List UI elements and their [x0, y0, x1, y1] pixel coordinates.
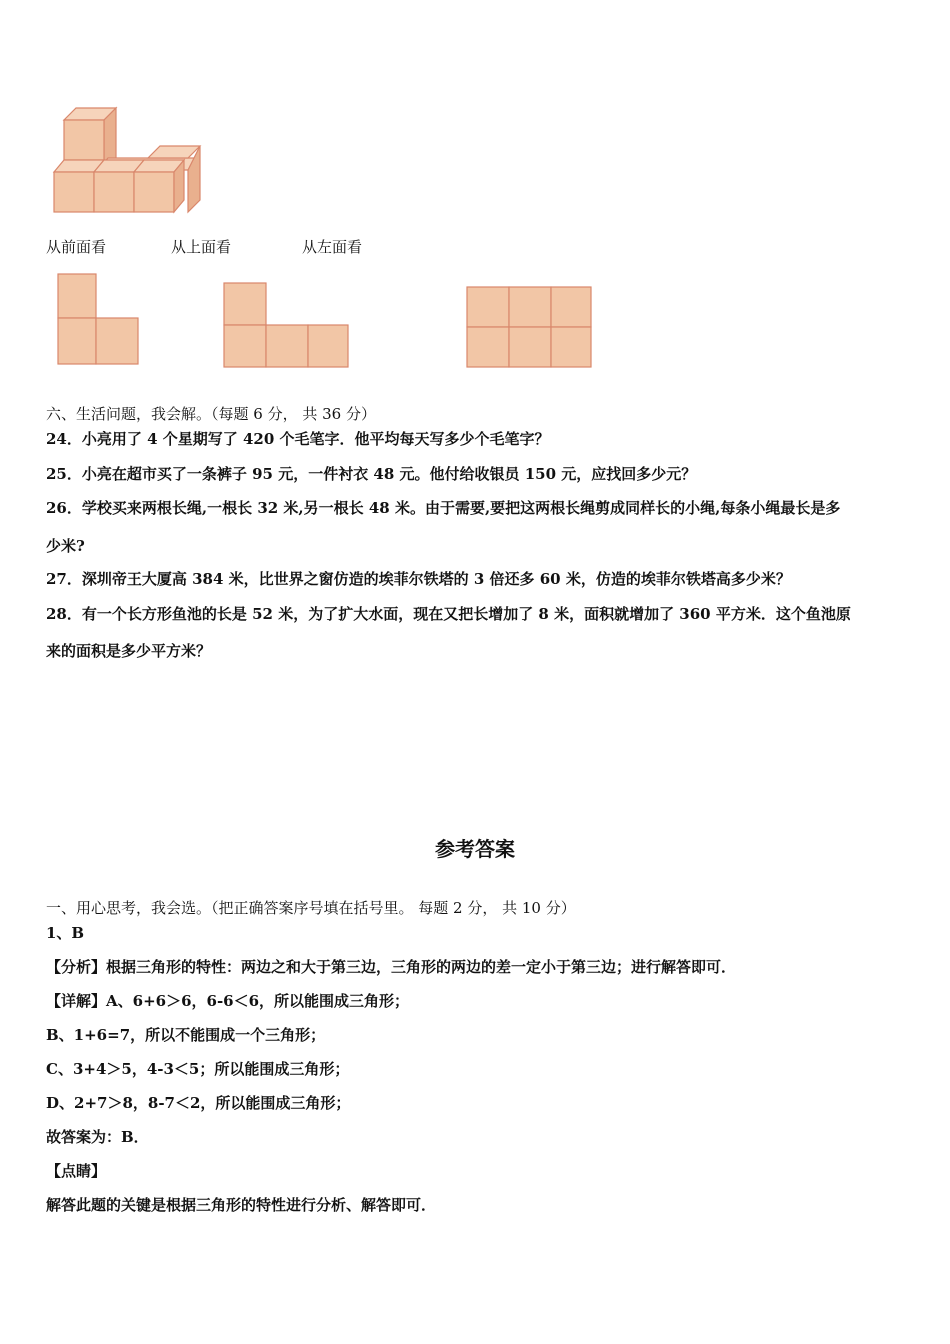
answer-detail-d: D、2+7＞8，8-7＜2，所以能围成三角形；	[46, 1094, 351, 1112]
question-27: 27．深圳帝王大厦高 384 米，比世界之窗仿造的埃菲尔铁塔的 3 倍还多 60 米，仿造的埃菲尔铁塔高多少米？	[46, 570, 791, 588]
left-view-figure	[465, 285, 595, 370]
front-view-figure	[56, 272, 146, 372]
left-view-label: 从左面看	[302, 238, 363, 256]
question-24: 24．小亮用了 4 个星期写了 420 个毛笔字．他平均每天写多少个毛笔字？	[46, 430, 550, 448]
answer-detail-c: C、3+4＞5，4-3＜5；所以能围成三角形；	[46, 1060, 350, 1078]
top-view-label: 从上面看	[171, 238, 232, 256]
section6-heading: 六、生活问题，我会解。（每题 6 分， 共 36 分）	[46, 405, 376, 423]
answer-analysis: 【分析】根据三角形的特性：两边之和大于第三边，三角形的两边的差一定小于第三边；进行解答即可．	[46, 958, 737, 976]
answers-title: 参考答案	[435, 837, 515, 861]
answer-detail-b: B、1+6=7，所以不能围成一个三角形；	[46, 1026, 326, 1044]
answer-comment: 解答此题的关键是根据三角形的特性进行分析、解答即可．	[46, 1196, 437, 1214]
answers-section1-heading: 一、用心思考，我会选。（把正确答案序号填在括号里。 每题 2 分， 共 10 分）	[46, 899, 576, 917]
answer-detail-a: 【详解】A、6+6＞6，6-6＜6，所以能围成三角形；	[46, 992, 410, 1010]
question-26-line2: 少米?	[46, 537, 85, 555]
question-25: 25．小亮在超市买了一条裤子 95 元，一件衬衣 48 元。他付给收银员 150 元，应找回多少元？	[46, 465, 697, 483]
question-26-line1: 26．学校买来两根长绳,一根长 32 米,另一根长 48 米。由于需要,要把这两根长绳剪成同样长的小绳,每条小绳最长是多	[46, 499, 841, 517]
answer-comment-heading: 【点睛】	[46, 1162, 107, 1180]
top-view-figure	[222, 281, 352, 371]
answer-1: 1、B	[46, 924, 85, 942]
front-view-label: 从前面看	[46, 238, 107, 256]
answer-conclusion: 故答案为：B．	[46, 1128, 149, 1146]
question-28-line2: 来的面积是多少平方米？	[46, 642, 212, 660]
question-28-line1: 28．有一个长方形鱼池的长是 52 米，为了扩大水面，现在又把长增加了 8 米，面积就增加了 360 平方米．这个鱼池原	[46, 605, 851, 623]
cube-stack-figure	[48, 100, 218, 220]
